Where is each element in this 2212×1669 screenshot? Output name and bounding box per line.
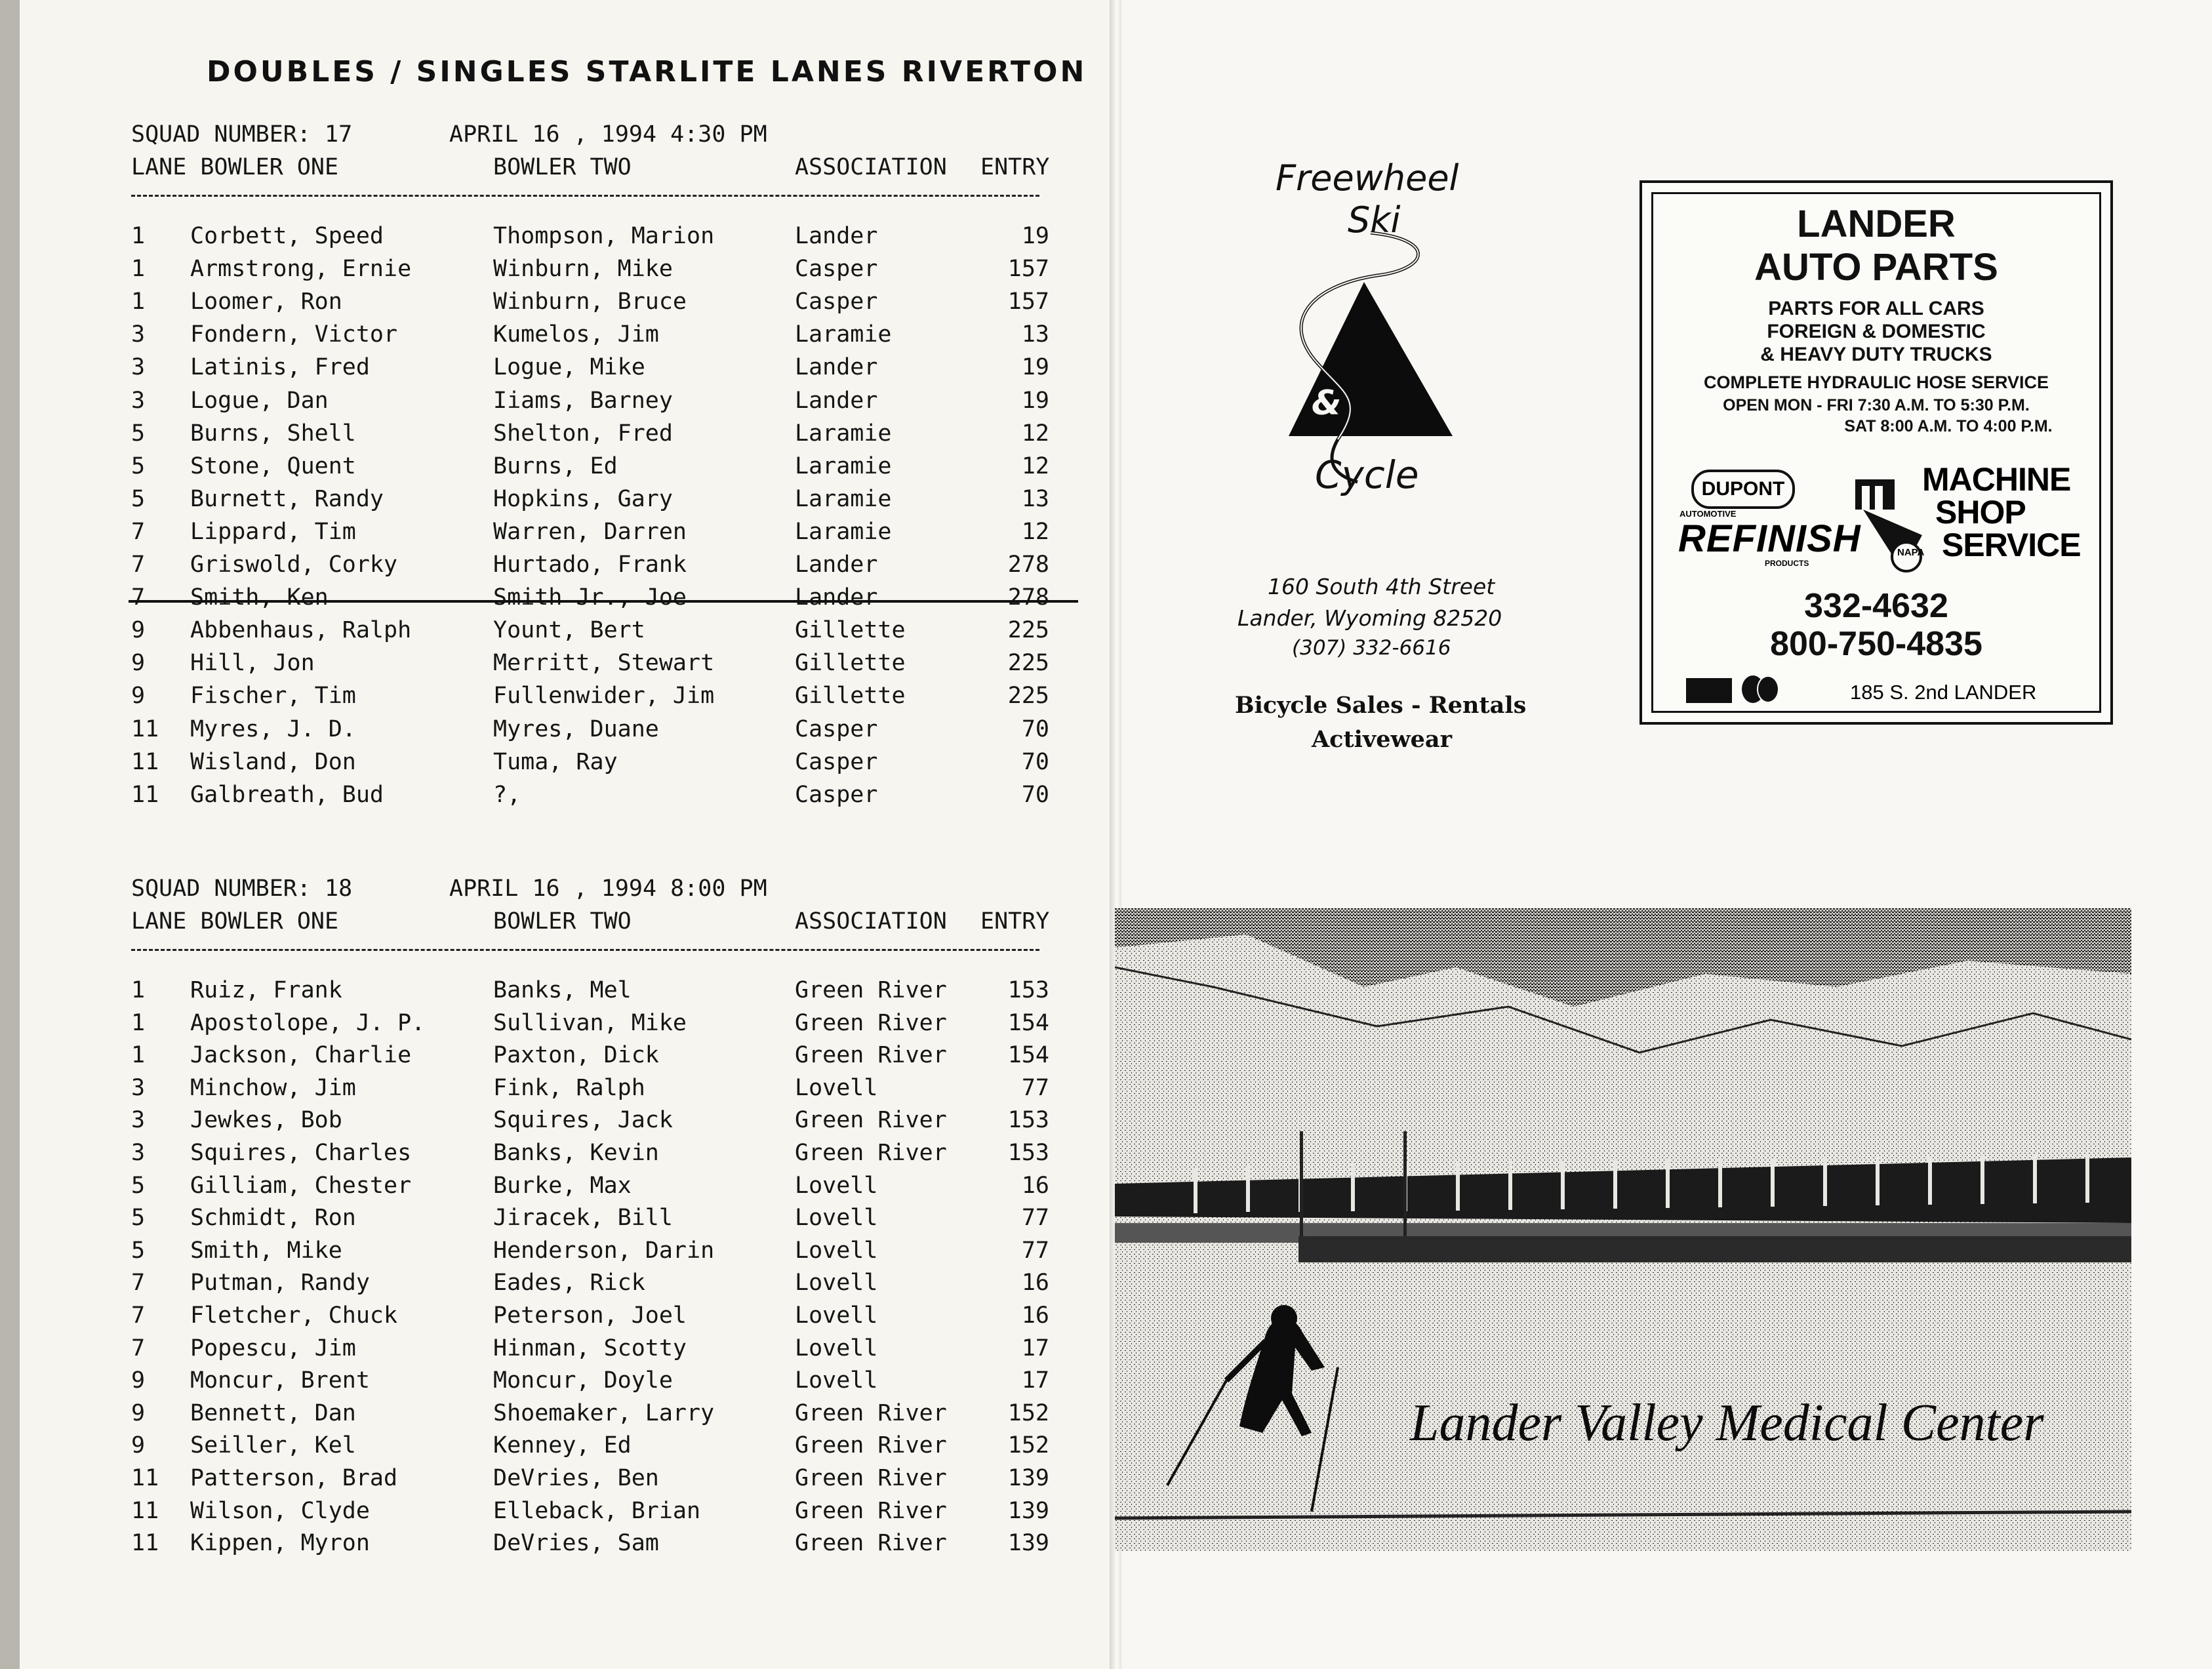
- ad-hours-weekday: OPEN MON - FRI 7:30 A.M. TO 5:30 P.M.: [1723, 396, 2030, 414]
- association: Laramie: [795, 486, 892, 512]
- bowler-one: Jewkes, Bob: [190, 1107, 342, 1133]
- table-row: [0, 256, 1076, 286]
- bowler-two: Tuma, Ray: [493, 749, 618, 775]
- bowler-one: Galbreath, Bud: [190, 782, 384, 808]
- bowler-two: Myres, Duane: [493, 716, 659, 742]
- bowler-one: Fischer, Tim: [190, 683, 356, 709]
- lane-number: 9: [131, 1432, 146, 1458]
- table-row: [0, 1205, 1076, 1235]
- lane-number: 3: [131, 388, 146, 414]
- bowler-one: Schmidt, Ron: [190, 1205, 356, 1231]
- freewheel-address2: Lander, Wyoming 82520: [1237, 605, 1502, 631]
- association: Casper: [795, 716, 878, 742]
- bowler-two: Logue, Mike: [493, 354, 645, 380]
- bowler-one: Fletcher, Chuck: [190, 1302, 398, 1329]
- association: Lander: [795, 223, 878, 249]
- lane-number: 1: [131, 256, 146, 282]
- bowler-two: Squires, Jack: [493, 1107, 673, 1133]
- table-row: [0, 1140, 1076, 1170]
- association: Laramie: [795, 420, 892, 447]
- lane-number: 9: [131, 1400, 146, 1426]
- bowler-one: Stone, Quent: [190, 453, 356, 479]
- entry-number: 12: [1021, 420, 1049, 447]
- squad-number: SQUAD NUMBER: 18: [131, 875, 353, 902]
- ad-address: 185 S. 2nd LANDER: [1850, 681, 2037, 704]
- association: Lander: [795, 584, 878, 611]
- lane-number: 7: [131, 584, 146, 611]
- bowler-one: Kippen, Myron: [190, 1530, 370, 1556]
- bowler-one: Loomer, Ron: [190, 289, 342, 315]
- header-divider: [131, 949, 1039, 951]
- lane-number: 3: [131, 1107, 146, 1133]
- entry-number: 157: [1007, 256, 1049, 282]
- association: Lovell: [795, 1075, 878, 1101]
- table-row: [0, 782, 1076, 812]
- lane-number: 5: [131, 1173, 146, 1199]
- medical-center-photo: [1115, 908, 2131, 1551]
- bowler-two: Eades, Rick: [493, 1270, 645, 1296]
- table-row: [0, 453, 1076, 483]
- bowler-two: Hinman, Scotty: [493, 1335, 687, 1361]
- table-row: [0, 1530, 1076, 1560]
- entry-number: 278: [1007, 584, 1049, 611]
- bowler-one: Smith, Ken: [190, 584, 329, 611]
- bowler-two: Burke, Max: [493, 1173, 632, 1199]
- lane-number: 7: [131, 552, 146, 578]
- table-row: [0, 584, 1076, 614]
- association: Laramie: [795, 453, 892, 479]
- lane-number: 11: [131, 749, 159, 775]
- association: Gillette: [795, 683, 906, 709]
- lane-number: 3: [131, 1075, 146, 1101]
- bowler-one: Jackson, Charlie: [190, 1042, 412, 1068]
- association: Lovell: [795, 1237, 878, 1264]
- bowler-two: Moncur, Doyle: [493, 1367, 673, 1394]
- table-row: [0, 1270, 1076, 1300]
- table-row: [0, 354, 1076, 384]
- lane-number: 7: [131, 1335, 146, 1361]
- entry-number: 153: [1007, 1107, 1049, 1133]
- lane-number: 11: [131, 782, 159, 808]
- bowler-two: Banks, Mel: [493, 977, 632, 1003]
- entry-number: 17: [1021, 1367, 1049, 1394]
- bowler-one: Lippard, Tim: [190, 519, 356, 545]
- refinish-logo: REFINISH: [1678, 517, 1861, 560]
- table-row: [0, 552, 1076, 582]
- entry-number: 77: [1021, 1237, 1049, 1264]
- lane-number: 9: [131, 650, 146, 676]
- table-row: [0, 1498, 1076, 1528]
- bowler-two: Fink, Ralph: [493, 1075, 645, 1101]
- bowler-one: Gilliam, Chester: [190, 1173, 412, 1199]
- visa-card-icon: [1686, 678, 1732, 703]
- ad-phone-tollfree: 800-750-4835: [1770, 625, 1982, 663]
- col-header-entry: ENTRY: [980, 154, 1050, 180]
- table-row: [0, 321, 1076, 352]
- lane-number: 7: [131, 519, 146, 545]
- bowler-one: Logue, Dan: [190, 388, 329, 414]
- bowler-one: Smith, Mike: [190, 1237, 342, 1264]
- table-row: [0, 1237, 1076, 1268]
- entry-number: 77: [1021, 1205, 1049, 1231]
- lane-number: 3: [131, 321, 146, 348]
- lane-number: 11: [131, 1530, 159, 1556]
- entry-number: 225: [1007, 650, 1049, 676]
- entry-number: 19: [1021, 223, 1049, 249]
- lane-number: 9: [131, 1367, 146, 1394]
- entry-number: 154: [1007, 1042, 1049, 1068]
- lane-number: 1: [131, 1010, 146, 1036]
- freewheel-address1: 160 South 4th Street: [1268, 574, 1495, 599]
- freewheel-tagline2: Activewear: [1312, 726, 1453, 753]
- bowler-one: Armstrong, Ernie: [190, 256, 412, 282]
- table-row: [0, 1010, 1076, 1040]
- entry-number: 16: [1021, 1302, 1049, 1329]
- lane-number: 11: [131, 716, 159, 742]
- bowler-one: Bennett, Dan: [190, 1400, 356, 1426]
- table-row: [0, 1367, 1076, 1398]
- bowler-one: Myres, J. D.: [190, 716, 356, 742]
- bowler-two: Hurtado, Frank: [493, 552, 687, 578]
- lane-number: 3: [131, 1140, 146, 1166]
- bowler-one: Hill, Jon: [190, 650, 315, 676]
- bowler-two: Jiracek, Bill: [493, 1205, 673, 1231]
- association: Casper: [795, 289, 878, 315]
- freewheel-triangle-logo-icon: [1272, 223, 1469, 485]
- entry-number: 13: [1021, 486, 1049, 512]
- bowler-two: Thompson, Marion: [493, 223, 715, 249]
- bowler-one: Griswold, Corky: [190, 552, 398, 578]
- bowler-two: Winburn, Mike: [493, 256, 673, 282]
- bowler-two: Iiams, Barney: [493, 388, 673, 414]
- ad-title-auto-parts: AUTO PARTS: [1754, 246, 1998, 289]
- entry-number: 17: [1021, 1335, 1049, 1361]
- bowler-two: Elleback, Brian: [493, 1498, 701, 1524]
- table-row: [0, 1075, 1076, 1105]
- products-label: PRODUCTS: [1765, 559, 1809, 568]
- table-row: [0, 388, 1076, 418]
- entry-number: 13: [1021, 321, 1049, 348]
- entry-number: 152: [1007, 1432, 1049, 1458]
- lane-number: 1: [131, 223, 146, 249]
- lane-number: 7: [131, 1270, 146, 1296]
- entry-number: 225: [1007, 617, 1049, 643]
- association: Green River: [795, 1042, 947, 1068]
- lane-number: 5: [131, 486, 146, 512]
- col-header-association: ASSOCIATION: [795, 908, 947, 935]
- table-row: [0, 716, 1076, 746]
- service-label: SERVICE: [1942, 527, 2081, 563]
- entry-number: 152: [1007, 1400, 1049, 1426]
- automotive-label: AUTOMOTIVE: [1679, 509, 1737, 519]
- association: Lovell: [795, 1367, 878, 1394]
- entry-number: 139: [1007, 1530, 1049, 1556]
- bowler-one: Wilson, Clyde: [190, 1498, 370, 1524]
- lane-number: 5: [131, 1205, 146, 1231]
- table-row: [0, 650, 1076, 680]
- bowler-two: ?,: [493, 782, 521, 808]
- bowler-two: DeVries, Sam: [493, 1530, 659, 1556]
- entry-number: 70: [1021, 749, 1049, 775]
- table-row: [0, 683, 1076, 713]
- bowler-one: Minchow, Jim: [190, 1075, 356, 1101]
- lane-number: 1: [131, 289, 146, 315]
- association: Green River: [795, 1465, 947, 1491]
- association: Lander: [795, 388, 878, 414]
- squad-number: SQUAD NUMBER: 17: [131, 121, 353, 148]
- col-header-association: ASSOCIATION: [795, 154, 947, 180]
- squad-datetime: APRIL 16 , 1994 4:30 PM: [449, 121, 767, 148]
- entry-number: 12: [1021, 519, 1049, 545]
- entry-number: 16: [1021, 1270, 1049, 1296]
- table-row: [0, 486, 1076, 516]
- association: Lander: [795, 354, 878, 380]
- table-row: [0, 1400, 1076, 1430]
- napa-label: NAPA: [1897, 547, 1925, 558]
- medical-center-name: Lander Valley Medical Center: [1410, 1394, 2044, 1452]
- association: Casper: [795, 749, 878, 775]
- lane-number: 5: [131, 420, 146, 447]
- freewheel-ski: Ski: [1348, 199, 1401, 241]
- lane-number: 5: [131, 1237, 146, 1264]
- freewheel-cycle: Cycle: [1315, 452, 1419, 497]
- page-title: DOUBLES / SINGLES STARLITE LANES RIVERTON: [207, 55, 1087, 89]
- bowler-one: Burnett, Randy: [190, 486, 384, 512]
- association: Green River: [795, 1010, 947, 1036]
- table-row: [0, 749, 1076, 779]
- bowler-two: DeVries, Ben: [493, 1465, 659, 1491]
- table-row: [0, 223, 1076, 253]
- ad-line-trucks: & HEAVY DUTY TRUCKS: [1760, 344, 1992, 365]
- ad-inner-border: [1651, 192, 2101, 713]
- entry-number: 153: [1007, 1140, 1049, 1166]
- association: Green River: [795, 1400, 947, 1426]
- bowler-two: Fullenwider, Jim: [493, 683, 715, 709]
- association: Casper: [795, 256, 878, 282]
- association: Gillette: [795, 650, 906, 676]
- bowler-two: Sullivan, Mike: [493, 1010, 687, 1036]
- bowler-one: Seiller, Kel: [190, 1432, 356, 1458]
- association: Lovell: [795, 1335, 878, 1361]
- entry-number: 77: [1021, 1075, 1049, 1101]
- bowler-two: Burns, Ed: [493, 453, 618, 479]
- shop-label: SHOP: [1935, 494, 2026, 531]
- lane-number: 7: [131, 1302, 146, 1329]
- association: Gillette: [795, 617, 906, 643]
- bowler-one: Squires, Charles: [190, 1140, 412, 1166]
- association: Casper: [795, 782, 878, 808]
- machine-shop-service-logo: [1922, 463, 2081, 561]
- napa-machine-shop-icon: [1850, 473, 1929, 584]
- col-header-bowler-two: BOWLER TWO: [493, 908, 632, 935]
- bowler-two: Banks, Kevin: [493, 1140, 659, 1166]
- table-row: [0, 519, 1076, 549]
- lane-number: 11: [131, 1465, 159, 1491]
- table-row: [0, 617, 1076, 647]
- bowler-one: Burns, Shell: [190, 420, 356, 447]
- ad-hours-saturday: SAT 8:00 A.M. TO 4:00 P.M.: [1844, 417, 2053, 435]
- bowler-one: Fondern, Victor: [190, 321, 398, 348]
- entry-number: 153: [1007, 977, 1049, 1003]
- entry-number: 19: [1021, 354, 1049, 380]
- bowler-two: Kenney, Ed: [493, 1432, 632, 1458]
- bowler-two: Smith Jr., Joe: [493, 584, 687, 611]
- bowler-two: Merritt, Stewart: [493, 650, 715, 676]
- ad-title-lander: LANDER: [1797, 203, 1956, 245]
- lander-auto-parts-ad: [1639, 180, 2113, 725]
- bowler-one: Corbett, Speed: [190, 223, 384, 249]
- lane-number: 9: [131, 617, 146, 643]
- association: Laramie: [795, 519, 892, 545]
- col-header-bowler-two: BOWLER TWO: [493, 154, 632, 180]
- association: Green River: [795, 977, 947, 1003]
- ad-line-hose: COMPLETE HYDRAULIC HOSE SERVICE: [1703, 372, 2049, 392]
- table-row: [0, 289, 1076, 319]
- bowler-one: Putman, Randy: [190, 1270, 370, 1296]
- table-row: [0, 1302, 1076, 1333]
- bowler-two: Yount, Bert: [493, 617, 645, 643]
- entry-number: 139: [1007, 1465, 1049, 1491]
- dupont-logo: DUPONT: [1691, 470, 1795, 509]
- machine-label: MACHINE: [1922, 461, 2071, 498]
- medical-center-photo-image: [1115, 908, 2131, 1551]
- lane-number: 1: [131, 977, 146, 1003]
- ad-phone-local: 332-4632: [1804, 587, 1948, 625]
- association: Lovell: [795, 1302, 878, 1329]
- table-row: [0, 1465, 1076, 1495]
- table-row: [0, 1432, 1076, 1462]
- bowler-one: Latinis, Fred: [190, 354, 370, 380]
- lane-number: 5: [131, 453, 146, 479]
- lane-number: 1: [131, 1042, 146, 1068]
- association: Lovell: [795, 1173, 878, 1199]
- bowler-two: Henderson, Darin: [493, 1237, 715, 1264]
- squad-datetime: APRIL 16 , 1994 8:00 PM: [449, 875, 767, 902]
- bowler-two: Peterson, Joel: [493, 1302, 687, 1329]
- table-row: [0, 1335, 1076, 1365]
- bowler-two: Shelton, Fred: [493, 420, 673, 447]
- freewheel-name: Freewheel: [1276, 157, 1459, 199]
- entry-number: 139: [1007, 1498, 1049, 1524]
- bowler-one: Moncur, Brent: [190, 1367, 370, 1394]
- table-row: [0, 1173, 1076, 1203]
- lane-number: 11: [131, 1498, 159, 1524]
- bowler-one: Apostolope, J. P.: [190, 1010, 426, 1036]
- association: Lovell: [795, 1205, 878, 1231]
- bowler-one: Wisland, Don: [190, 749, 356, 775]
- freewheel-phone: (307) 332-6616: [1292, 636, 1451, 660]
- entry-number: 12: [1021, 453, 1049, 479]
- association: Green River: [795, 1498, 947, 1524]
- col-header-lane-bowler-one: LANE BOWLER ONE: [131, 154, 339, 180]
- bowler-two: Paxton, Dick: [493, 1042, 659, 1068]
- bowler-two: Warren, Darren: [493, 519, 687, 545]
- strikethrough-line: [129, 600, 1078, 603]
- bowler-one: Patterson, Brad: [190, 1465, 398, 1491]
- association: Green River: [795, 1530, 947, 1556]
- bowler-two: Kumelos, Jim: [493, 321, 659, 348]
- lane-number: 9: [131, 683, 146, 709]
- bowler-two: Hopkins, Gary: [493, 486, 673, 512]
- header-divider: [131, 195, 1039, 197]
- association: Green River: [795, 1107, 947, 1133]
- table-row: [0, 420, 1076, 451]
- col-header-lane-bowler-one: LANE BOWLER ONE: [131, 908, 339, 935]
- ad-line-foreign: FOREIGN & DOMESTIC: [1767, 321, 1986, 342]
- entry-number: 157: [1007, 289, 1049, 315]
- freewheel-ampersand: &: [1312, 384, 1342, 423]
- bowler-one: Ruiz, Frank: [190, 977, 342, 1003]
- entry-number: 70: [1021, 716, 1049, 742]
- association: Laramie: [795, 321, 892, 348]
- col-header-entry: ENTRY: [980, 908, 1050, 935]
- bowler-one: Popescu, Jim: [190, 1335, 356, 1361]
- freewheel-tagline1: Bicycle Sales - Rentals: [1235, 692, 1527, 719]
- table-row: [0, 1042, 1076, 1072]
- association: Lovell: [795, 1270, 878, 1296]
- bowler-one: Abbenhaus, Ralph: [190, 617, 412, 643]
- entry-number: 225: [1007, 683, 1049, 709]
- table-row: [0, 977, 1076, 1007]
- lane-number: 3: [131, 354, 146, 380]
- association: Green River: [795, 1432, 947, 1458]
- mastercard-icon-circle: [1757, 675, 1779, 703]
- table-row: [0, 1107, 1076, 1137]
- bowler-two: Winburn, Bruce: [493, 289, 687, 315]
- entry-number: 278: [1007, 552, 1049, 578]
- ad-line-parts: PARTS FOR ALL CARS: [1768, 298, 1984, 319]
- entry-number: 16: [1021, 1173, 1049, 1199]
- bowler-two: Shoemaker, Larry: [493, 1400, 715, 1426]
- entry-number: 154: [1007, 1010, 1049, 1036]
- entry-number: 19: [1021, 388, 1049, 414]
- association: Green River: [795, 1140, 947, 1166]
- entry-number: 70: [1021, 782, 1049, 808]
- association: Lander: [795, 552, 878, 578]
